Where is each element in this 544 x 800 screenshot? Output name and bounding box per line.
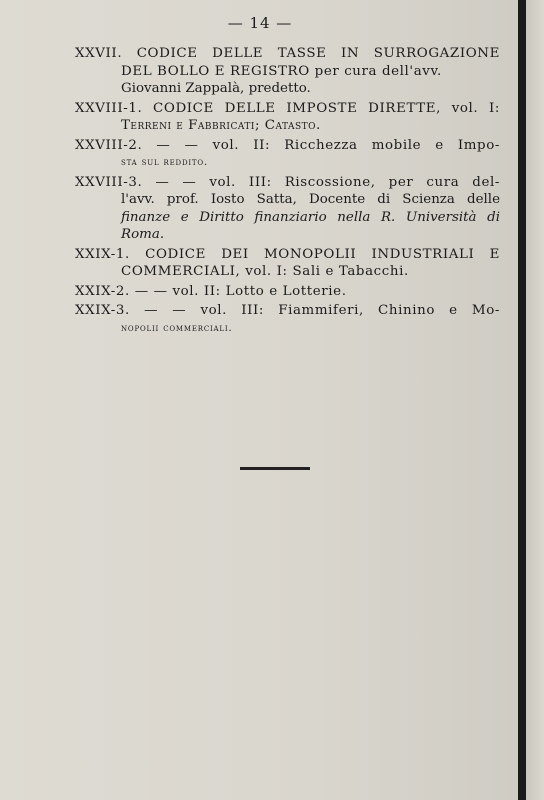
page-number: — 14 —	[227, 14, 293, 32]
entry-line: XXVII. CODICE DELLE TASSE IN SURROGAZIONE	[75, 46, 500, 61]
catalog-entry	[75, 100, 500, 135]
catalog-entry	[75, 283, 500, 301]
catalog-entry	[75, 246, 500, 281]
entry-line: XXIX-3. — — vol. III: Fiammiferi, Chinino e Mo-	[75, 303, 500, 318]
catalog-entries	[75, 45, 500, 337]
catalog-entry	[75, 137, 500, 172]
entry-line: finanze e Diritto finanziario nella R. Università di	[121, 209, 500, 225]
entry-line: XXVIII-1. CODICE DELLE IMPOSTE DIRETTE, vol. I:	[75, 100, 500, 116]
entry-line: COMMERCIALI, vol. I: Sali e Tabacchi.	[121, 264, 409, 279]
entry-line: Roma.	[121, 227, 165, 242]
entry-line: XXIX-2. — — vol. II: Lotto e Lotterie.	[75, 283, 347, 299]
section-divider	[240, 467, 310, 470]
catalog-entry	[75, 174, 500, 244]
binding-shadow	[518, 0, 526, 800]
entry-line: sta sul reddito.	[121, 156, 209, 168]
catalog-entry	[75, 302, 500, 337]
page-edge	[526, 0, 544, 800]
entry-line: XXVIII-3. — — vol. III: Riscossione, per cura del-	[75, 174, 500, 190]
entry-line: nopolii commerciali.	[121, 321, 233, 334]
entry-line: Giovanni Zappalà, predetto.	[121, 81, 311, 96]
entry-line: l'avv. prof. Iosto Satta, Docente di Scienza delle	[121, 192, 500, 207]
entry-line: DEL BOLLO E REGISTRO per cura dell'avv.	[121, 63, 442, 79]
entry-line: XXIX-1. CODICE DEI MONOPOLII INDUSTRIALI E	[75, 246, 500, 262]
entry-line: Terreni e Fabbricati; Catasto.	[121, 118, 321, 133]
catalog-entry	[75, 45, 500, 98]
entry-line: XXVIII-2. — — vol. II: Ricchezza mobile e Impo-	[75, 137, 500, 153]
